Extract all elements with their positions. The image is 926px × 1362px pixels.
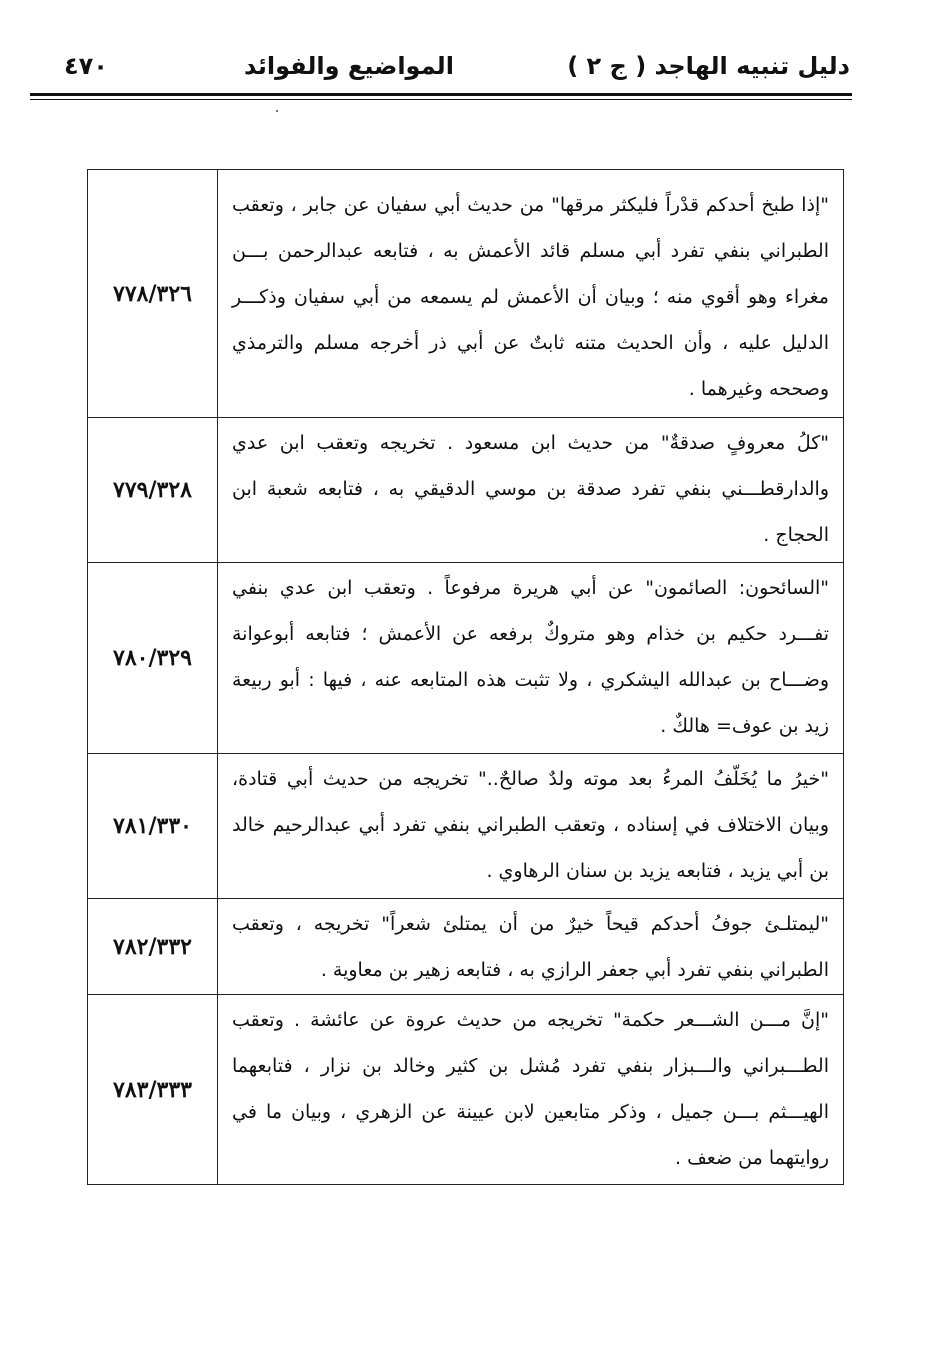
entry-reference: ٧٨١/٣٣٠ (88, 754, 218, 898)
entry-text: "ليمتلـئ جوفُ أحدكم قيحاً خيرٌ من أن يمتلئ شعراً" تخريجه ، وتعقب الطبراني بنفي تفرد أبي جعفر الرازي به ، فتابعه زهير بن معاوية . (232, 913, 829, 981)
table-row (88, 898, 843, 994)
entry-reference: ٧٧٩/٣٢٨ (88, 418, 218, 562)
entry-text: "كلُ معروفٍ صدقةٌ" من حديث ابن مسعود . تخريجه وتعقب ابن عدي والدارقطـــني بنفي تفرد صدقة بن موسي الدقيقي به ، فتابعه شعبة ابن الحجاج . (232, 432, 829, 546)
table-row (88, 994, 843, 1184)
header-rule-thick (30, 93, 852, 96)
table-row (88, 562, 843, 753)
entry-text: "خيرُ ما يُخَلّفُ المرءُ بعد موته ولدٌ صالحٌ.." تخريجه من حديث أبي قتادة، وبيان الاختلاف في إسناده ، وتعقب الطبراني بنفي تفرد أبي عبدالرحيم خالد بن أبي يزيد ، فتابعه يزيد بن سنان الرهاوي . (232, 768, 829, 882)
table-row (88, 417, 843, 562)
index-table (87, 169, 844, 1185)
page-header (44, 52, 850, 92)
table-row (88, 170, 843, 417)
entry-reference: ٧٨٣/٣٣٣ (88, 995, 218, 1184)
page-number: ٤٧٠ (64, 52, 108, 80)
entry-reference: ٧٨٢/٣٣٢ (88, 899, 218, 994)
header-rule-thin (30, 99, 852, 100)
entry-reference: ٧٧٨/٣٢٦ (88, 170, 218, 417)
entry-text: "السائحون: الصائمون" عن أبي هريرة مرفوعاً . وتعقب ابن عدي بنفي تفـــرد حكيم بن خذام وهو متروكٌ برفعه عن الأعمش ؛ فتابعه أبوعوانة وضـــاح بن عبدالله اليشكري ، ولا تثبت هذه المتابعه عنه ، فيها : أبو ربيعة زيد بن عوف= هالكٌ . (232, 577, 829, 737)
book-title: دليل تنبيه الهاجد ( ج ٢ ) (567, 52, 850, 80)
section-title: المواضيع والفوائد (244, 52, 454, 80)
entry-text: "إنَّ مـــن الشـــعر حكمة" تخريجه من حديث عروة عن عائشة . وتعقب الطـــبراني والـــبزار بنفي تفرد مُشل بن كثير وخالد بن نزار ، فتابعهما الهيـــثم بـــن جميل ، وذكر متابعين لابن عيينة عن الزهري ، وبيان ما في روايتهما من ضعف . (232, 1009, 829, 1169)
table-row (88, 753, 843, 898)
print-speck (276, 110, 278, 112)
entry-reference: ٧٨٠/٣٢٩ (88, 563, 218, 753)
entry-text: "إذا طبخ أحدكم قدْراً فليكثر مرقها" من حديث أبي سفيان عن جابر ، وتعقب الطبراني بنفي تفرد أبي مسلم قائد الأعمش به ، فتابعه عبدالرحمن بـــن مغراء وهو أقوي منه ؛ وبيان أن الأعمش لم يسمعه من أبي سفيان وذكـــر الدليل عليه ، وأن الحديث متنه ثابتٌ عن أبي ذر أخرجه مسلم والترمذي وصححه وغيرهما . (232, 194, 829, 400)
